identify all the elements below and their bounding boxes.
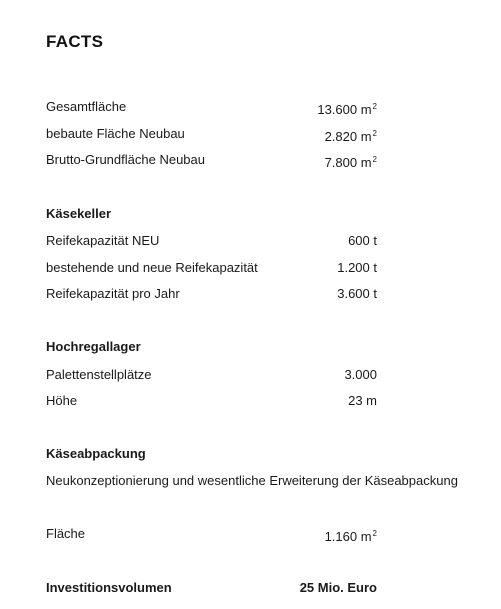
section-heading-kaesekeller: Käsekeller [46, 206, 112, 221]
fact-label: Reifekapazität NEU [46, 233, 160, 248]
fact-label: Reifekapazität pro Jahr [46, 286, 180, 301]
fact-value: 23 m [348, 393, 377, 408]
fact-row-palettenstellplaetze [46, 366, 377, 384]
fact-value: 13.600 $m^2$ [317, 102, 377, 117]
fact-label: Fläche [46, 526, 86, 541]
fact-row-hoehe [46, 392, 377, 410]
fact-label: Höhe [46, 393, 78, 408]
fact-label: Gesamtfläche [46, 99, 127, 114]
fact-row-investitionsvolumen [46, 579, 377, 597]
fact-label: bestehende und neue Reifekapazität [46, 260, 258, 275]
fact-value: 1.160 $m^2$ [324, 529, 377, 544]
fact-label: Brutto-Grundfläche Neubau [46, 152, 205, 167]
fact-value: 3.600 t [337, 286, 377, 301]
fact-row-gesamtflaeche [46, 98, 377, 116]
fact-row-reifekapazitaet-jahr [46, 285, 377, 303]
fact-label: Palettenstellplätze [46, 367, 152, 382]
fact-row-bebaute-flaeche [46, 125, 377, 143]
fact-row-bestehende-reifekapazitaet [46, 259, 377, 277]
fact-label: Investitionsvolumen [46, 580, 172, 595]
section-heading-kaeseabpackung: Käseabpackung [46, 446, 146, 461]
fact-value: 25 Mio. Euro [299, 580, 377, 595]
section-heading-hochregallager: Hochregallager [46, 339, 141, 354]
fact-row-flaeche [46, 525, 377, 543]
fact-value: 7.800 $m^2$ [324, 155, 377, 170]
fact-label: bebaute Fläche Neubau [46, 126, 185, 141]
fact-value: 1.200 t [337, 260, 377, 275]
kaeseabpackung-description: Neukonzeptionierung und wesentliche Erweiterung der Käseabpackung [46, 473, 458, 488]
page-title: FACTS [46, 32, 104, 51]
fact-row-brutto-grundflaeche [46, 151, 377, 169]
fact-row-reifekapazitaet-neu [46, 232, 377, 250]
fact-value: 2.820 $m^2$ [324, 129, 377, 144]
fact-value: 3.000 [344, 367, 377, 382]
fact-value: 600 t [348, 233, 377, 248]
